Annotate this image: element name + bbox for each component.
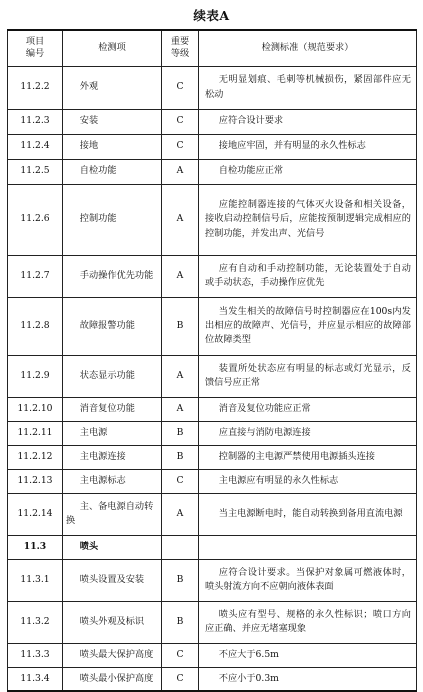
header-item: 检测项 (63, 30, 162, 66)
row-item: 喷头最大保护高度 (63, 643, 162, 667)
section-id: 11.3 (8, 535, 63, 559)
table-row (8, 421, 417, 445)
table-row (8, 134, 417, 159)
row-standard: 应符合设计要求。当保护对象属可燃液体时，喷头射流方向不应朝向液体表面 (199, 559, 417, 601)
row-item: 外观 (63, 66, 162, 109)
row-level: C (162, 667, 199, 691)
row-standard: 无明显划痕、毛刺等机械损伤，紧固部件应无松动 (199, 66, 417, 109)
row-item: 自检功能 (63, 159, 162, 184)
row-standard: 当发生相关的故障信号时控制器应在100s内发出相应的故障声、光信号，并应显示相应的故障部位故障类型 (199, 297, 417, 355)
row-level: B (162, 559, 199, 601)
row-standard: 当主电源断电时，能自动转换到备用直流电源 (199, 493, 417, 535)
row-level: C (162, 109, 199, 134)
section-row (8, 535, 417, 559)
row-id: 11.2.8 (8, 297, 63, 355)
row-level: A (162, 397, 199, 421)
row-level: B (162, 601, 199, 643)
row-item: 故障报警功能 (63, 297, 162, 355)
row-id: 11.2.2 (8, 66, 63, 109)
row-id: 11.2.5 (8, 159, 63, 184)
row-standard: 主电源应有明显的永久性标志 (199, 469, 417, 493)
table-row (8, 601, 417, 643)
section-title: 喷头 (63, 535, 162, 559)
row-item: 消音复位功能 (63, 397, 162, 421)
row-item: 喷头设置及安装 (63, 559, 162, 601)
row-id: 11.2.10 (8, 397, 63, 421)
row-standard (199, 535, 417, 559)
row-level: C (162, 643, 199, 667)
row-id: 11.2.7 (8, 255, 63, 297)
row-level: C (162, 469, 199, 493)
row-standard: 应符合设计要求 (199, 109, 417, 134)
table-row (8, 297, 417, 355)
table-row (8, 159, 417, 184)
table-row (8, 355, 417, 397)
row-level: A (162, 184, 199, 255)
inspection-table (7, 29, 417, 692)
row-id: 11.2.12 (8, 445, 63, 469)
row-id: 11.2.6 (8, 184, 63, 255)
table-row (8, 445, 417, 469)
row-standard: 自检功能应正常 (199, 159, 417, 184)
row-id: 11.2.3 (8, 109, 63, 134)
row-standard: 控制器的主电源严禁使用电源插头连接 (199, 445, 417, 469)
row-level: B (162, 421, 199, 445)
row-level: B (162, 297, 199, 355)
row-item: 控制功能 (63, 184, 162, 255)
table-row (8, 184, 417, 255)
row-item: 手动操作优先功能 (63, 255, 162, 297)
table-row (8, 109, 417, 134)
row-standard: 应直接与消防电源连接 (199, 421, 417, 445)
row-standard: 消音及复位功能应正常 (199, 397, 417, 421)
row-level: C (162, 66, 199, 109)
row-id: 11.3.3 (8, 643, 63, 667)
row-level: A (162, 255, 199, 297)
table-row (8, 559, 417, 601)
row-id: 11.3.2 (8, 601, 63, 643)
row-id: 11.2.14 (8, 493, 63, 535)
row-standard: 不应大于6.5m (199, 643, 417, 667)
row-level: A (162, 493, 199, 535)
table-row (8, 667, 417, 691)
row-id: 11.2.11 (8, 421, 63, 445)
row-standard: 应能控制器连接的气体灭火设备和相关设备，接收启动控制信号后，应能按预制逻辑完成相应的控制功能，并发出声、光信号 (199, 184, 417, 255)
page-title: 续表A (193, 8, 230, 23)
row-id: 11.2.9 (8, 355, 63, 397)
row-item: 主电源标志 (63, 469, 162, 493)
row-id: 11.2.4 (8, 134, 63, 159)
table-row (8, 255, 417, 297)
row-standard: 应有自动和手动控制功能，无论装置处于自动或手动状态，手动操作应优先 (199, 255, 417, 297)
row-level (162, 535, 199, 559)
header-level: 重要 等级 (162, 30, 199, 66)
row-item: 接地 (63, 134, 162, 159)
header-id: 项目 编号 (8, 30, 63, 66)
row-standard: 不应小于0.3m (199, 667, 417, 691)
table-row (8, 493, 417, 535)
row-item: 主电源 (63, 421, 162, 445)
row-standard: 喷头应有型号、规格的永久性标识；喷口方向应正确、并应无堵塞现象 (199, 601, 417, 643)
table-row (8, 643, 417, 667)
row-standard: 接地应牢固，并有明显的永久性标志 (199, 134, 417, 159)
table-header-row (8, 30, 417, 66)
header-standard: 检测标准（规范要求） (199, 30, 417, 66)
table-row (8, 397, 417, 421)
row-level: A (162, 159, 199, 184)
row-level: B (162, 445, 199, 469)
row-id: 11.2.13 (8, 469, 63, 493)
row-item: 安装 (63, 109, 162, 134)
row-id: 11.3.4 (8, 667, 63, 691)
row-level: C (162, 134, 199, 159)
table-row (8, 469, 417, 493)
table-row (8, 66, 417, 109)
row-item: 喷头最小保护高度 (63, 667, 162, 691)
row-standard: 装置所处状态应有明显的标志或灯光显示，反馈信号应正常 (199, 355, 417, 397)
row-item: 喷头外观及标识 (63, 601, 162, 643)
row-item: 状态显示功能 (63, 355, 162, 397)
row-item: 主、备电源自动转换 (63, 493, 162, 535)
row-id: 11.3.1 (8, 559, 63, 601)
row-item: 主电源连接 (63, 445, 162, 469)
row-level: A (162, 355, 199, 397)
